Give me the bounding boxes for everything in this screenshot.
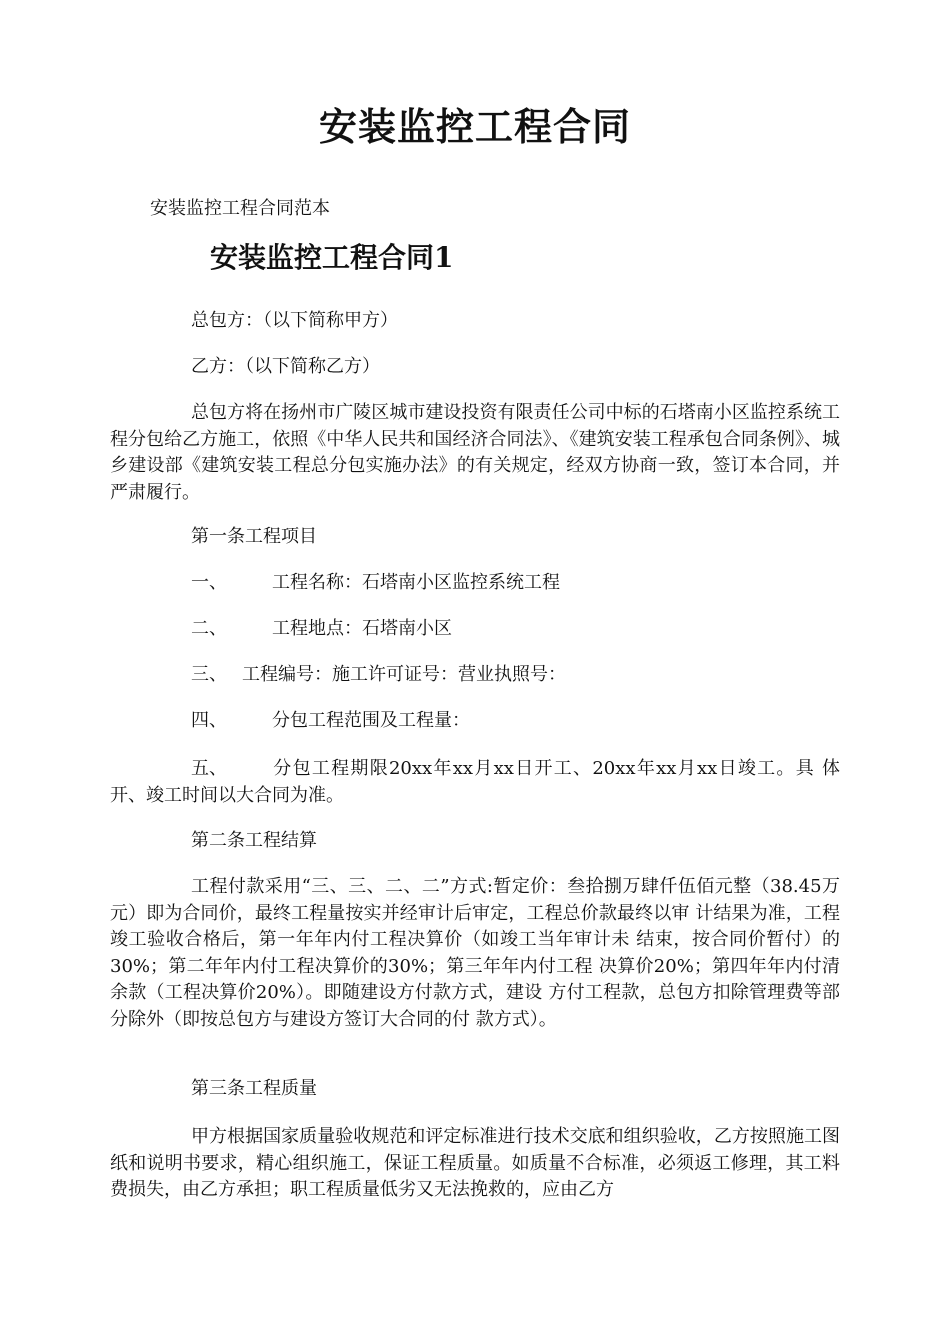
article-1-item (191, 616, 452, 642)
contract-heading: 安装监控工程合同1 (210, 241, 454, 274)
document-title: 安装监控工程合同 (318, 104, 631, 149)
item-number: 四、 (191, 710, 227, 731)
article-2-body: 工程付款采用“三、三、二、二”方式:暂定价：叁拾捌万肆仟伍佰元整（38.45万元）即为合同价，最终工程量按实并经审计后审定，工程总价款最终以审 计结果为准，工程竣工验收合格后，第一年年内付工程决算价（如竣工当年审计未 结束，按合同价暂付）的30%；第二年年内付工程决算价的30%；第三年年内付工程 决算价20%；第四年年内付清余款（工程决算价20%）。即随建设方付款方式，建设 方付工程款，总包方扣除管理费等部分除外（即按总包方与建设方签订大合同的付 款方式）。 (110, 876, 840, 1030)
item-number: 二、 (191, 618, 227, 639)
item-number: 三、 (191, 664, 227, 685)
article-1-title: 第一条工程项目 (191, 526, 317, 547)
intro-paragraph: 总包方将在扬州市广陵区城市建设投资有限责任公司中标的石塔南小区监控系统工程分包给乙方施工，依照《中华人民共和国经济合同法》、《建筑安装工程承包合同条例》、城乡建设部《建筑安装工程总分包实施办法》的有关规定，经双方协商一致，签订本合同，并严肃履行。 (110, 402, 840, 503)
article-3-body: 甲方根据国家质量验收规范和评定标准进行技术交底和组织验收，乙方按照施工图纸和说明书要求，精心组织施工，保证工程质量。如质量不合标准，必须返工修理，其工料费损失，由乙方承担；职工程质量低劣又无法挽救的，应由乙方 (110, 1126, 840, 1200)
party-a-line: 总包方：（以下简称甲方） (191, 310, 398, 331)
item-text: 工程名称：石塔南小区监控系统工程 (272, 572, 560, 593)
item-text: 工程地点：石塔南小区 (272, 618, 452, 639)
item-number: 五、 (191, 758, 227, 779)
item-text: 分包工程期限20xx年xx月xx日开工、20xx年xx月xx日竣工。具 体开、竣工时间以大合同为准。 (110, 758, 840, 806)
article-1-item (191, 662, 566, 688)
article-1-item (110, 756, 840, 809)
document-subtitle: 安装监控工程合同范本 (150, 198, 330, 219)
article-3-title: 第三条工程质量 (191, 1078, 317, 1099)
item-text: 工程编号：施工许可证号：营业执照号： (242, 664, 566, 685)
article-1-item (191, 708, 470, 734)
article-2-title: 第二条工程结算 (191, 830, 317, 851)
party-b-line: 乙方：（以下简称乙方） (191, 356, 380, 377)
article-1-item (191, 570, 560, 596)
item-number: 一、 (191, 572, 227, 593)
item-text: 分包工程范围及工程量： (272, 710, 470, 731)
